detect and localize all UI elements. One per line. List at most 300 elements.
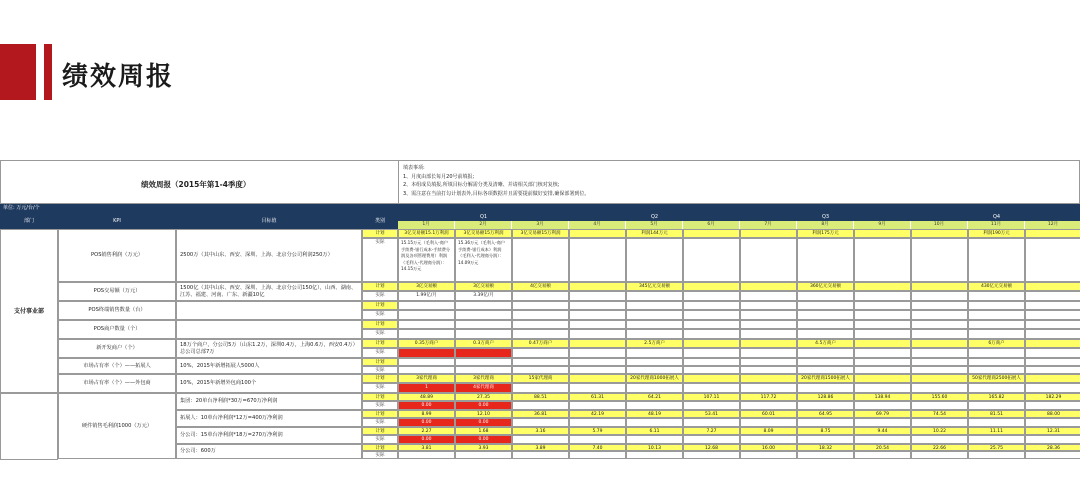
department-cell: 支付事业部 xyxy=(0,229,58,393)
plan-value-cell xyxy=(968,301,1025,310)
actual-value-cell xyxy=(683,401,740,410)
plan-value-cell xyxy=(854,358,911,366)
actual-value-cell xyxy=(626,329,683,339)
actual-value-cell xyxy=(626,383,683,393)
plan-value-cell: 11.11 xyxy=(968,427,1025,435)
plan-value-cell xyxy=(740,282,797,291)
actual-value-cell xyxy=(854,401,911,410)
actual-value-cell xyxy=(911,418,968,427)
actual-value-cell xyxy=(626,310,683,320)
actual-value-cell xyxy=(569,435,626,444)
plan-value-cell: 64.95 xyxy=(797,410,854,418)
plan-value-cell: 50家代理商2500拓展人 xyxy=(968,374,1025,383)
spreadsheet xyxy=(0,160,1080,460)
actual-value-cell: 1 xyxy=(398,383,455,393)
actual-value-cell xyxy=(569,310,626,320)
note-line: 3、需注意在当前打勾计划表外,目标各项数据并且需要提前做好安排,确保部署到位。 xyxy=(403,190,590,197)
plan-value-cell xyxy=(911,374,968,383)
plan-value-cell xyxy=(683,301,740,310)
plan-value-cell: 155.60 xyxy=(911,393,968,401)
plan-value-cell: 360亿元交易额 xyxy=(797,282,854,291)
actual-value-cell xyxy=(797,329,854,339)
plan-value-cell: 8.75 xyxy=(797,427,854,435)
actual-value-cell xyxy=(854,435,911,444)
plan-value-cell: 5.79 xyxy=(569,427,626,435)
plan-value-cell: 88.51 xyxy=(512,393,569,401)
actual-value-cell xyxy=(626,238,683,282)
header-kpi: KPI xyxy=(113,218,121,224)
actual-value-cell xyxy=(398,366,455,374)
plan-value-cell: 3亿交易额 xyxy=(398,282,455,291)
actual-value-cell xyxy=(683,310,740,320)
report-title-box xyxy=(0,160,398,204)
header-dept: 部门 xyxy=(23,218,34,224)
actual-value-cell xyxy=(968,291,1025,301)
actual-value-cell: 4家代理商 xyxy=(455,383,512,393)
plan-value-cell xyxy=(740,358,797,366)
plan-value-cell xyxy=(683,374,740,383)
plan-value-cell: 27.35 xyxy=(455,393,512,401)
actual-value-cell xyxy=(455,310,512,320)
actual-value-cell xyxy=(911,348,968,358)
actual-value-cell xyxy=(797,310,854,320)
plan-value-cell: 117.72 xyxy=(740,393,797,401)
department-cell xyxy=(0,393,58,460)
actual-value-cell xyxy=(797,348,854,358)
plan-value-cell: 138.94 xyxy=(854,393,911,401)
plan-value-cell: 15家代理商 xyxy=(512,374,569,383)
actual-value-cell xyxy=(740,383,797,393)
plan-value-cell: 7.27 xyxy=(683,427,740,435)
row-type-plan: 计划 xyxy=(362,339,398,348)
plan-value-cell: 48.89 xyxy=(398,393,455,401)
actual-value-cell xyxy=(569,238,626,282)
actual-value-cell xyxy=(740,329,797,339)
month-header: 7月 xyxy=(740,221,797,229)
quarter-header: Q2 xyxy=(650,214,659,220)
plan-value-cell: 20.54 xyxy=(854,444,911,451)
actual-value-cell xyxy=(740,418,797,427)
plan-value-cell xyxy=(626,358,683,366)
actual-value-cell xyxy=(512,348,569,358)
actual-value-cell xyxy=(968,348,1025,358)
actual-value-cell xyxy=(911,401,968,410)
notes-box xyxy=(398,160,1080,204)
plan-value-cell xyxy=(455,358,512,366)
actual-value-cell xyxy=(797,383,854,393)
plan-value-cell xyxy=(1025,358,1080,366)
plan-value-cell: 182.29 xyxy=(1025,393,1080,401)
plan-value-cell xyxy=(740,229,797,238)
plan-value-cell: 12.31 xyxy=(1025,427,1080,435)
row-type-plan: 计划 xyxy=(362,358,398,366)
plan-value-cell: 0.3万商户 xyxy=(455,339,512,348)
row-type-plan: 计划 xyxy=(362,282,398,291)
plan-value-cell xyxy=(740,301,797,310)
quarter-header: Q1 xyxy=(479,214,488,220)
month-header: 11月 xyxy=(968,221,1025,229)
actual-value-cell xyxy=(626,401,683,410)
plan-value-cell: 利润144万元 xyxy=(626,229,683,238)
target-cell: 拓展人：10单台净利润*12万=400万净利润 xyxy=(176,410,362,427)
actual-value-cell xyxy=(854,291,911,301)
row-type-actual: 实际 xyxy=(362,401,398,410)
actual-value-cell: 1.99亿/月 xyxy=(398,291,455,301)
actual-value-cell xyxy=(569,291,626,301)
plan-value-cell xyxy=(455,320,512,329)
plan-value-cell: 3.81 xyxy=(398,444,455,451)
plan-value-cell: 64.21 xyxy=(626,393,683,401)
plan-value-cell xyxy=(740,320,797,329)
slide-title: 绩效周报 xyxy=(62,62,175,92)
plan-value-cell: 利润190万元 xyxy=(968,229,1025,238)
title-accent-bar-thin xyxy=(44,44,52,100)
month-header: 2月 xyxy=(455,221,512,229)
actual-value-cell xyxy=(854,451,911,459)
plan-value-cell: 81.51 xyxy=(968,410,1025,418)
plan-value-cell: 8.99 xyxy=(398,410,455,418)
kpi-cell: 硬件销售毛利润1000（万元） xyxy=(58,393,176,459)
plan-value-cell xyxy=(626,320,683,329)
actual-value-cell xyxy=(512,418,569,427)
actual-value-cell xyxy=(683,383,740,393)
actual-value-cell xyxy=(683,366,740,374)
plan-value-cell xyxy=(1025,301,1080,310)
target-cell: 1500亿（其中山东、西安、深圳、上海、北京分公司150亿），山西、湖南、江苏、福建、河南、广东、新疆10亿 xyxy=(176,282,362,301)
kpi-cell: 市场占有率（个）——拓展人 xyxy=(58,358,176,374)
actual-value-cell xyxy=(854,310,911,320)
actual-value-cell xyxy=(797,451,854,459)
actual-value-cell xyxy=(512,238,569,282)
actual-value-cell xyxy=(512,435,569,444)
plan-value-cell xyxy=(968,320,1025,329)
row-type-plan: 计划 xyxy=(362,427,398,435)
actual-value-cell xyxy=(968,238,1025,282)
plan-value-cell: 8.09 xyxy=(740,427,797,435)
actual-value-cell xyxy=(455,329,512,339)
plan-value-cell: 69.79 xyxy=(854,410,911,418)
actual-value-cell xyxy=(797,291,854,301)
row-type-plan: 计划 xyxy=(362,393,398,401)
actual-value-cell: 0.00 xyxy=(398,418,455,427)
plan-value-cell xyxy=(1025,374,1080,383)
actual-value-cell xyxy=(683,238,740,282)
plan-value-cell: 0.35万商户 xyxy=(398,339,455,348)
row-type-actual: 实际 xyxy=(362,329,398,339)
actual-value-cell xyxy=(740,401,797,410)
plan-value-cell: 12.68 xyxy=(683,444,740,451)
row-type-actual: 实际 xyxy=(362,291,398,301)
plan-value-cell xyxy=(569,339,626,348)
row-type-plan: 计划 xyxy=(362,229,398,238)
row-type-actual: 实际 xyxy=(362,451,398,459)
note-line: 1、月度由部长每月20号前填报; xyxy=(403,173,475,180)
actual-value-cell xyxy=(854,383,911,393)
plan-value-cell xyxy=(398,301,455,310)
plan-value-cell xyxy=(911,282,968,291)
row-type-plan: 计划 xyxy=(362,410,398,418)
actual-value-cell xyxy=(968,366,1025,374)
actual-value-cell xyxy=(455,451,512,459)
target-cell: 2500万（其中山东、西安、深圳、上海、北京分公司利润250万） xyxy=(176,229,362,282)
actual-value-cell xyxy=(455,366,512,374)
actual-value-cell xyxy=(683,348,740,358)
plan-value-cell: 3家代理商 xyxy=(398,374,455,383)
plan-value-cell: 12.10 xyxy=(455,410,512,418)
actual-value-cell xyxy=(1025,348,1080,358)
actual-value-cell xyxy=(512,383,569,393)
actual-value-cell xyxy=(512,366,569,374)
plan-value-cell: 3亿交易额15.1万利润 xyxy=(398,229,455,238)
unit-note: 单位: 万元/台/个 xyxy=(0,204,1080,213)
actual-value-cell xyxy=(740,348,797,358)
plan-value-cell xyxy=(854,339,911,348)
plan-value-cell: 74.54 xyxy=(911,410,968,418)
plan-value-cell: 22.66 xyxy=(911,444,968,451)
actual-value-cell xyxy=(1025,366,1080,374)
report-title: 绩效周报（2015年第1-4季度） xyxy=(141,180,251,189)
plan-value-cell: 53.41 xyxy=(683,410,740,418)
plan-value-cell xyxy=(740,339,797,348)
row-type-actual: 实际 xyxy=(362,238,398,282)
plan-value-cell: 36.81 xyxy=(512,410,569,418)
actual-value-cell: 0.00 xyxy=(455,418,512,427)
actual-value-cell xyxy=(569,366,626,374)
actual-value-cell xyxy=(911,329,968,339)
plan-value-cell: 3亿交易额 xyxy=(455,282,512,291)
kpi-cell: 新开发商户（个） xyxy=(58,339,176,358)
actual-value-cell xyxy=(512,329,569,339)
plan-value-cell: 3.89 xyxy=(512,444,569,451)
plan-value-cell: 10.22 xyxy=(911,427,968,435)
actual-value-cell: 3.39亿/月 xyxy=(455,291,512,301)
actual-value-cell xyxy=(398,451,455,459)
actual-value-cell xyxy=(740,238,797,282)
kpi-cell: POS交易额（万元） xyxy=(58,282,176,301)
target-cell xyxy=(176,320,362,339)
actual-value-cell: 15.36万元（毛利入-商户手续费-银行成本）利润（毛利入-代理商分润）：14.09万元 xyxy=(455,238,512,282)
plan-value-cell xyxy=(569,282,626,291)
plan-value-cell: 利润175万元 xyxy=(797,229,854,238)
target-cell xyxy=(176,301,362,320)
actual-value-cell xyxy=(797,238,854,282)
plan-value-cell xyxy=(569,320,626,329)
plan-value-cell: 42.19 xyxy=(569,410,626,418)
row-type-actual: 实际 xyxy=(362,310,398,320)
plan-value-cell: 2.27 xyxy=(398,427,455,435)
plan-value-cell: 345亿元交易额 xyxy=(626,282,683,291)
actual-value-cell xyxy=(683,418,740,427)
plan-value-cell xyxy=(854,282,911,291)
actual-value-cell xyxy=(968,418,1025,427)
actual-value-cell xyxy=(626,291,683,301)
plan-value-cell: 4.5万商户 xyxy=(797,339,854,348)
quarter-header: Q3 xyxy=(821,214,830,220)
actual-value-cell xyxy=(1025,401,1080,410)
actual-value-cell: 0.00 xyxy=(398,401,455,410)
plan-value-cell xyxy=(569,358,626,366)
actual-value-cell xyxy=(1025,329,1080,339)
month-header: 5月 xyxy=(626,221,683,229)
plan-value-cell: 107.11 xyxy=(683,393,740,401)
actual-value-cell xyxy=(797,366,854,374)
data-grid xyxy=(0,229,1080,460)
plan-value-cell xyxy=(1025,282,1080,291)
plan-value-cell: 4亿交易额 xyxy=(512,282,569,291)
note-line: 2、本组成员填报,所填目标分解需分类及清晰、并请相关部门核对复核; xyxy=(403,182,560,188)
month-header: 10月 xyxy=(911,221,968,229)
plan-value-cell xyxy=(1025,229,1080,238)
row-type-plan: 计划 xyxy=(362,301,398,310)
plan-value-cell: 10.13 xyxy=(626,444,683,451)
actual-value-cell xyxy=(1025,310,1080,320)
title-accent-bar xyxy=(0,44,36,100)
month-header: 8月 xyxy=(797,221,854,229)
header-type: 类别 xyxy=(374,218,385,224)
plan-value-cell: 3亿交易额15万利润 xyxy=(455,229,512,238)
actual-value-cell xyxy=(968,383,1025,393)
plan-value-cell xyxy=(797,358,854,366)
plan-value-cell: 165.82 xyxy=(968,393,1025,401)
actual-value-cell xyxy=(968,401,1025,410)
actual-value-cell xyxy=(683,451,740,459)
actual-value-cell xyxy=(398,348,455,358)
plan-value-cell xyxy=(626,301,683,310)
actual-value-cell xyxy=(683,435,740,444)
actual-value-cell: 0.00 xyxy=(455,435,512,444)
row-type-plan: 计划 xyxy=(362,374,398,383)
actual-value-cell xyxy=(854,329,911,339)
plan-value-cell xyxy=(569,374,626,383)
plan-value-cell: 3亿交易额15万利润 xyxy=(512,229,569,238)
actual-value-cell xyxy=(968,310,1025,320)
target-cell: 18万个商户，分公司5万（山东1.2万，深圳0.4万，上海0.6万，西安0.4万）总公司总部7万 xyxy=(176,339,362,358)
actual-value-cell xyxy=(968,451,1025,459)
actual-value-cell xyxy=(626,418,683,427)
actual-value-cell xyxy=(854,348,911,358)
plan-value-cell: 20家代理商1000拓展人 xyxy=(626,374,683,383)
plan-value-cell: 6万商户 xyxy=(968,339,1025,348)
actual-value-cell xyxy=(683,329,740,339)
header-target: 目标值 xyxy=(261,218,277,224)
actual-value-cell xyxy=(1025,291,1080,301)
plan-value-cell xyxy=(398,320,455,329)
plan-value-cell: 128.86 xyxy=(797,393,854,401)
target-cell: 10%，2015年新增拓展人5000人 xyxy=(176,358,362,374)
plan-value-cell: 28.36 xyxy=(1025,444,1080,451)
actual-value-cell xyxy=(569,401,626,410)
plan-value-cell: 20家代理商1500拓展人 xyxy=(797,374,854,383)
actual-value-cell xyxy=(1025,435,1080,444)
actual-value-cell xyxy=(1025,383,1080,393)
plan-value-cell: 61.31 xyxy=(569,393,626,401)
plan-value-cell xyxy=(1025,339,1080,348)
plan-value-cell xyxy=(569,229,626,238)
kpi-cell: 市场占有率（个）——外包商 xyxy=(58,374,176,393)
plan-value-cell xyxy=(683,358,740,366)
plan-value-cell xyxy=(854,374,911,383)
actual-value-cell xyxy=(854,418,911,427)
plan-value-cell: 60.01 xyxy=(740,410,797,418)
plan-value-cell xyxy=(911,229,968,238)
row-type-actual: 实际 xyxy=(362,366,398,374)
plan-value-cell xyxy=(512,301,569,310)
actual-value-cell xyxy=(512,401,569,410)
plan-value-cell xyxy=(512,358,569,366)
row-type-actual: 实际 xyxy=(362,435,398,444)
actual-value-cell xyxy=(512,291,569,301)
actual-value-cell xyxy=(854,366,911,374)
actual-value-cell: 15.15万元（毛利入-商户手续费-银行成本-手续费分润及各项管理费用）利润（毛利入-代理商分润）：14.15万元 xyxy=(398,238,455,282)
actual-value-cell xyxy=(398,329,455,339)
actual-value-cell xyxy=(569,383,626,393)
kpi-cell: POS终端销售数量（台） xyxy=(58,301,176,320)
plan-value-cell: 3家代理商 xyxy=(455,374,512,383)
plan-value-cell xyxy=(683,229,740,238)
actual-value-cell xyxy=(398,310,455,320)
plan-value-cell xyxy=(683,339,740,348)
actual-value-cell xyxy=(797,418,854,427)
actual-value-cell: 0.00 xyxy=(398,435,455,444)
row-type-actual: 实际 xyxy=(362,418,398,427)
plan-value-cell xyxy=(683,282,740,291)
actual-value-cell xyxy=(854,238,911,282)
plan-value-cell: 0.47万商户 xyxy=(512,339,569,348)
actual-value-cell xyxy=(569,451,626,459)
row-type-actual: 实际 xyxy=(362,383,398,393)
plan-value-cell xyxy=(455,301,512,310)
row-type-actual: 实际 xyxy=(362,348,398,358)
actual-value-cell xyxy=(1025,451,1080,459)
kpi-cell: POS商户数量（个） xyxy=(58,320,176,339)
plan-value-cell: 3.93 xyxy=(455,444,512,451)
actual-value-cell xyxy=(740,310,797,320)
plan-value-cell xyxy=(683,320,740,329)
plan-value-cell xyxy=(1025,320,1080,329)
actual-value-cell xyxy=(569,329,626,339)
month-header: 3月 xyxy=(512,221,569,229)
actual-value-cell xyxy=(797,435,854,444)
actual-value-cell xyxy=(512,451,569,459)
plan-value-cell: 6.11 xyxy=(626,427,683,435)
actual-value-cell: 0.00 xyxy=(455,401,512,410)
month-header: 12月 xyxy=(1025,221,1080,229)
plan-value-cell xyxy=(911,358,968,366)
actual-value-cell xyxy=(740,366,797,374)
plan-value-cell xyxy=(968,358,1025,366)
actual-value-cell xyxy=(911,366,968,374)
actual-value-cell xyxy=(626,451,683,459)
actual-value-cell xyxy=(911,310,968,320)
plan-value-cell: 16.00 xyxy=(740,444,797,451)
actual-value-cell xyxy=(512,310,569,320)
target-cell: 分公司：600万 xyxy=(176,444,362,459)
actual-value-cell xyxy=(626,348,683,358)
plan-value-cell xyxy=(854,229,911,238)
actual-value-cell xyxy=(740,451,797,459)
plan-value-cell xyxy=(797,320,854,329)
quarter-header: Q4 xyxy=(992,214,1001,220)
actual-value-cell xyxy=(455,348,512,358)
actual-value-cell xyxy=(911,451,968,459)
plan-value-cell: 25.75 xyxy=(968,444,1025,451)
month-header: 4月 xyxy=(569,221,626,229)
plan-value-cell xyxy=(854,301,911,310)
plan-value-cell: 48.19 xyxy=(626,410,683,418)
actual-value-cell xyxy=(569,348,626,358)
plan-value-cell: 18.32 xyxy=(797,444,854,451)
kpi-cell: POS销售利润（万元） xyxy=(58,229,176,282)
